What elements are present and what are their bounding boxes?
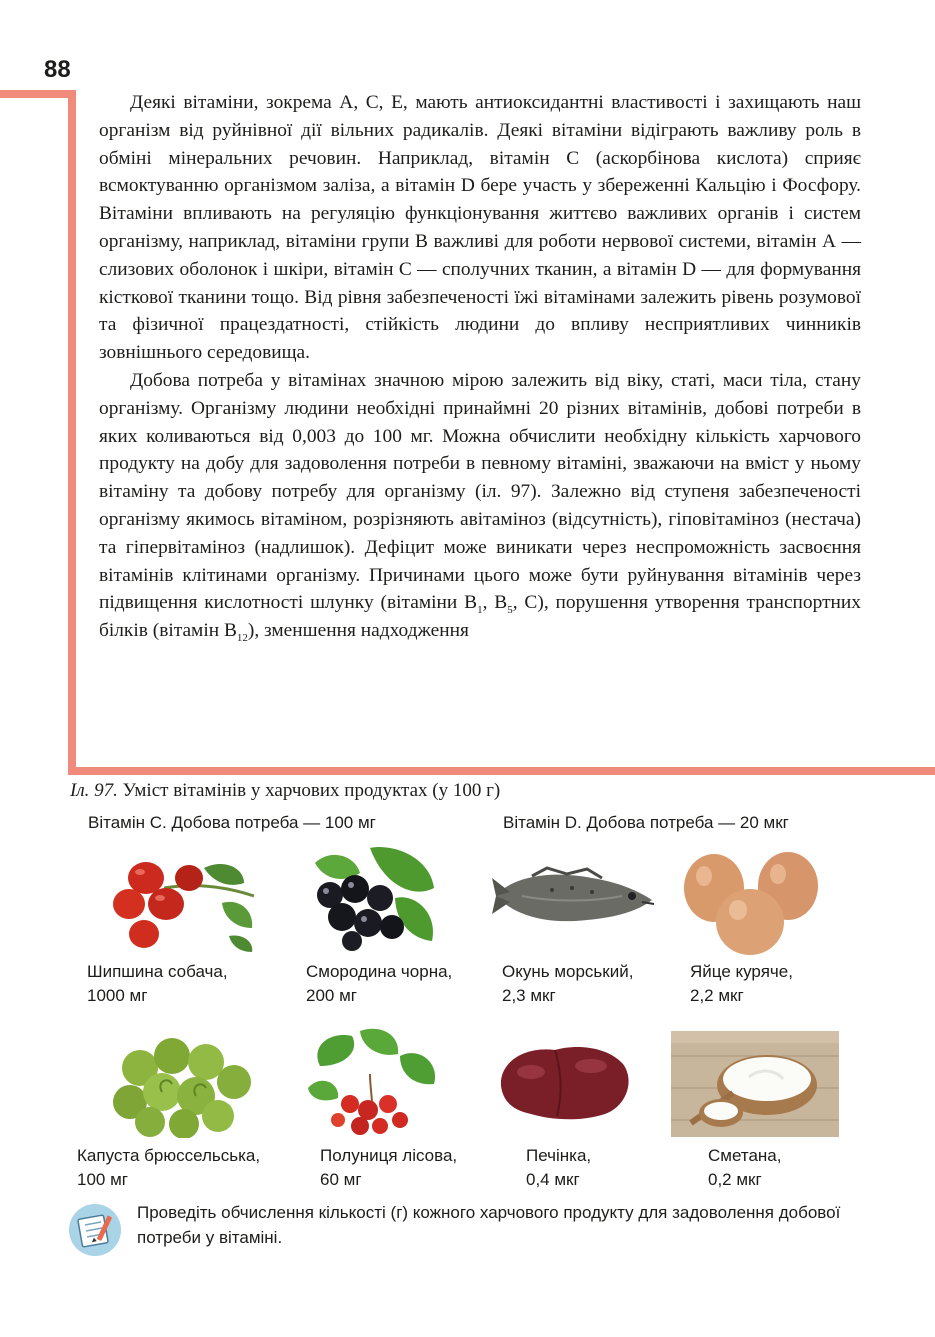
sour-cream-image [671,1031,839,1137]
sea-bass-image [492,866,658,932]
chicken-egg-image [680,850,822,956]
task-text: Проведіть обчислення кількості (г) кожного харчового продукту для задоволення добової потреби у вітаміні. [137,1203,841,1247]
frame-top-border [0,90,76,98]
blackcurrant-image [300,843,440,953]
food-label-sea-bass: Окунь морський, 2,3 мкг [502,962,634,1005]
food-label-liver: Печінка, 0,4 мкг [526,1146,592,1189]
vitamin-c-group-title: Вітамін С. Добова потреба — 100 мг [88,813,376,832]
food-label-rosehip: Шипшина собача, 1000 мг [87,962,228,1005]
food-label-chicken-egg: Яйце куряче, 2,2 мкг [690,962,793,1005]
rosehip-image [104,848,258,954]
figure-caption [70,780,500,802]
frame-left-border [68,90,76,767]
frame-bottom-border [68,767,935,775]
figure-caption-text: Уміст вітамінів у харчових продуктах (у 100 г) [117,780,501,801]
vitamin-d-group-title: Вітамін D. Добова потреба — 20 мкг [503,813,789,832]
liver-image [495,1040,635,1124]
page-number: 88 [44,56,71,83]
wild-strawberry-image [300,1026,442,1138]
food-label-blackcurrant: Смородина чорна, 200 мг [306,962,453,1005]
food-label-wild-strawberry: Полуниця лісова, 60 мг [320,1146,458,1189]
paragraph-2: Добова потреба у вітамінах значною мірою залежить від віку, статі, маси тіла, стану організму. Організму людини необхідні принаймні 20 різних вітамінів, добові потреби в яких коливаються від 0,003 до 100 мг. Можна обчислити необхідну кількість харчового продукту на добу для задоволення потреби в певному вітаміні, зважаючи на вміст у ньому вітаміну та добову потребу для організму (іл. 97). Залежно від ступеня забезпеченості організму якимось вітаміном, розрізняють авітаміноз (відсутність), гіповітаміноз (нестача) та гіпервітаміноз (надлишок). Дефіцит може виникати через неспроможність засвоєння вітамінів клітинами організму. Причинами цього може бути руйнування вітамінів через підвищення кислотності шлунку (вітаміни $В_1$, $В_5$, С), порушення утворення транспортних білків (вітамін $В_{12}$), зменшення надходження [99,369,861,645]
figure-label: Іл. 97. [70,780,118,801]
paragraph-1: Деякі вітаміни, зокрема А, С, Е, мають антиоксидантні властивості і захищають наш організм від руйнівної дії вільних радикалів. Деякі вітаміни відіграють важливу роль в обміні мінеральних речовин. Наприклад, вітамін С (аскорбінова кислота) сприяє всмоктуванню організмом заліза, а вітамін D бере участь у збереженні Кальцію і Фосфору. Вітаміни впливають на регуляцію функціонування життєво важливих органів і систем організму, наприклад, вітаміни групи В важливі для роботи нервової системи, вітамін А — слизових оболонок і шкіри, вітамін С — сполучних тканин, а вітамін D — для формування кісткової тканини тощо. Від рівня забезпеченості їжі вітамінами залежить рівень розумової та фізичної працездатності, стійкість людини до впливу несприятливих чинників зовнішнього середовища. [99,92,861,364]
task-notebook-icon [68,1203,122,1257]
food-label-sour-cream: Сметана, 0,2 мкг [708,1146,782,1189]
body-text [99,89,861,645]
brussels-sprouts-image [110,1032,258,1138]
food-label-brussels-sprouts: Капуста брюссельська, 100 мг [77,1146,261,1189]
